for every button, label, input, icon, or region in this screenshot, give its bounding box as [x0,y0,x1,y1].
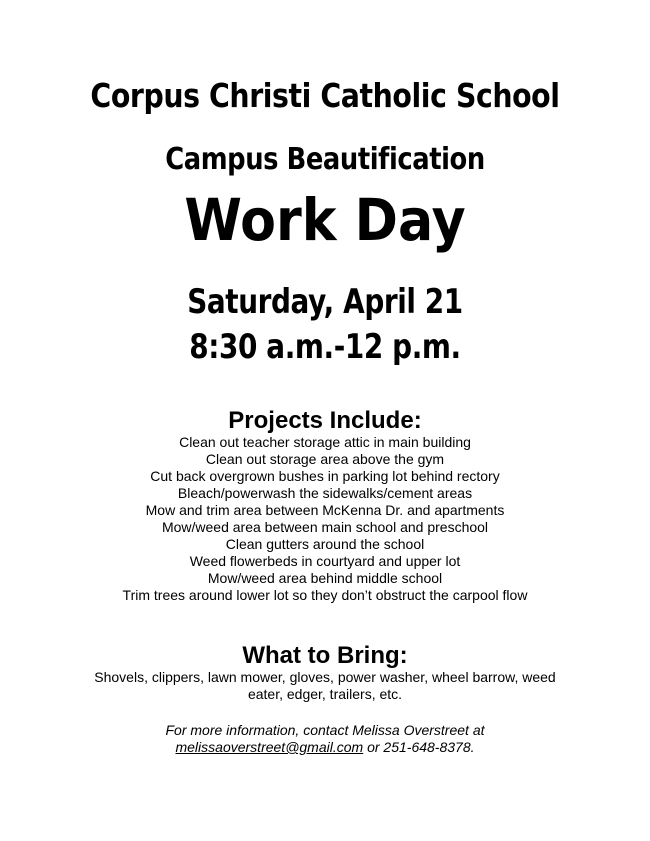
project-list [0,434,650,604]
project-item: Clean out teacher storage attic in main building [179,434,471,450]
project-item: Trim trees around lower lot so they don’t obstruct the carpool flow [122,587,528,603]
event-title: Work Day [184,186,466,254]
project-item: Weed flowerbeds in courtyard and upper lot [189,553,461,569]
projects-section [0,408,650,604]
bring-section [0,643,650,703]
contact-line [0,739,650,756]
project-item: Clean gutters around the school [225,536,425,552]
project-item: Cut back overgrown bushes in parking lot behind rectory [150,468,500,484]
project-item: Mow/weed area behind middle school [207,570,443,586]
contact-intro: For more information, contact Melissa Overstreet at [165,722,485,738]
school-name: Corpus Christi Catholic School [90,76,560,115]
bring-heading: What to Bring: [242,642,408,669]
projects-heading: Projects Include: [228,407,422,434]
project-item: Mow and trim area between McKenna Dr. and apartments [145,502,505,518]
project-item: Bleach/powerwash the sidewalks/cement areas [177,485,473,501]
project-item: Mow/weed area between main school and preschool [161,519,489,535]
bring-text: Shovels, clippers, lawn mower, gloves, power washer, wheel barrow, weed eater, edger, trailers, etc. [94,669,556,702]
event-subtitle: Campus Beautification [165,142,485,177]
contact-phone: or 251-648-8378. [363,739,475,755]
contact-email-link[interactable]: melissaoverstreet@gmail.com [175,739,364,755]
event-time: 8:30 a.m.-12 p.m. [189,327,461,367]
contact-section [0,722,650,756]
project-item: Clean out storage area above the gym [205,451,445,467]
event-date: Saturday, April 21 [187,282,463,322]
